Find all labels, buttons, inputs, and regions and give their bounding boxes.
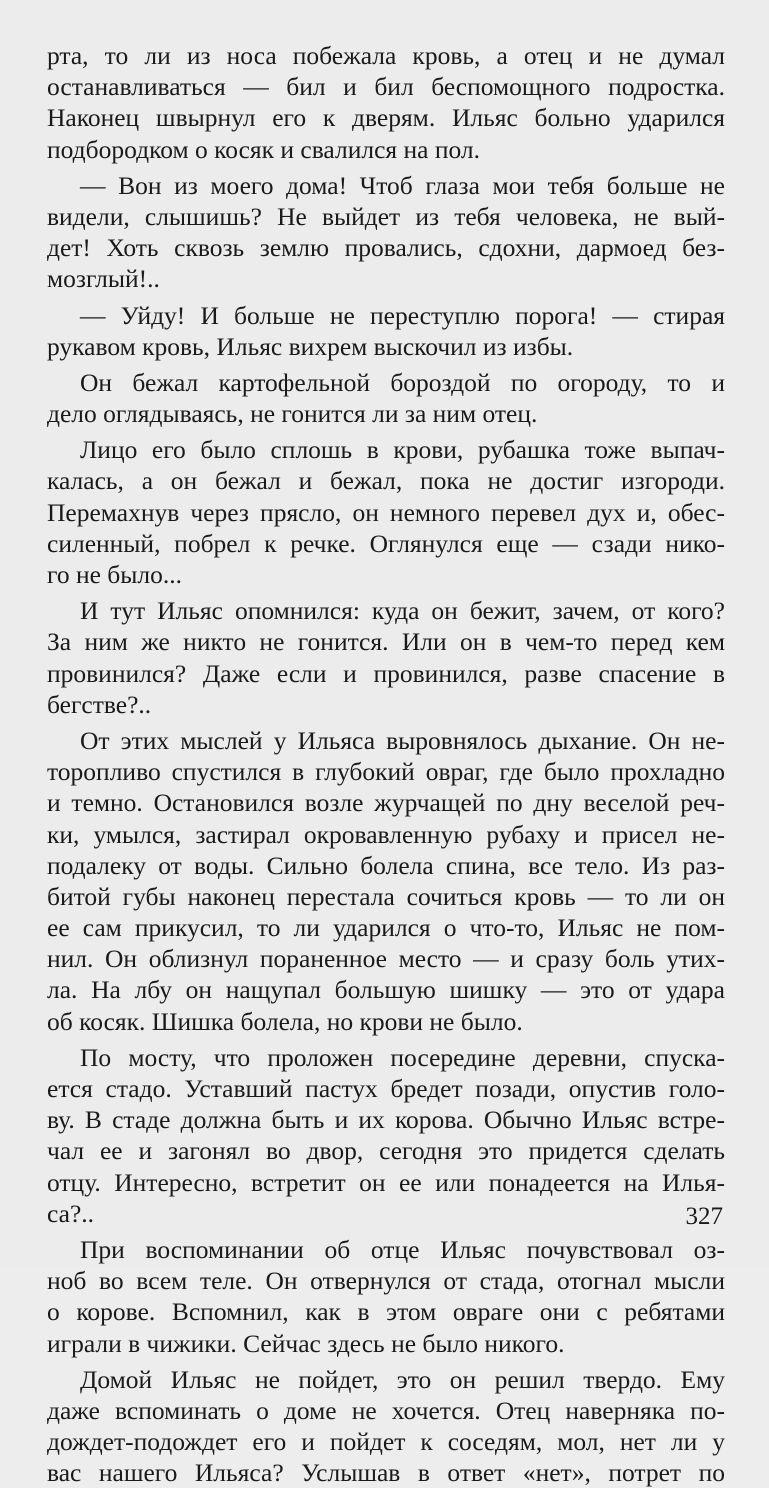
paragraph [47,170,725,295]
paragraph [47,1042,725,1229]
text-line: При воспоминании об отце Ильяс почувствовал оз- [80,1234,725,1264]
text-line: ноб во всем теле. Он отвернулся от стада, отогнал мысли [47,1266,725,1296]
text-line: останавливаться — бил и бил беспомощного подростка. [47,72,725,102]
text-line: За ним же никто не гонится. Или он в чем-то перед кем [47,627,725,657]
text-line: мозглый!.. [47,264,160,294]
text-line: битой губы наконец перестала сочиться кровь — то ли он [47,881,725,911]
text-line: отцу. Интересно, встретит он ее или понадеется на Илья- [47,1167,725,1197]
text-line: рукавом кровь, Ильяс вихрем выскочил из избы. [47,331,574,361]
text-line: играли в чижики. Сейчас здесь не было никого. [47,1328,565,1358]
text-line: и темно. Остановился возле журчащей по дну веселой реч- [47,788,725,818]
paragraph [47,725,725,1037]
paragraph [47,367,725,429]
text-line: калась, а он бежал и бежал, пока не достиг изгороди. [47,466,725,496]
text-line: вас нашего Ильяса? Услышав в ответ «нет», потрет по [47,1458,725,1488]
text-line: — Вон из моего дома! Чтоб глаза мои тебя больше не [80,170,725,200]
text-line: силенный, побрел к речке. Оглянулся еще — сзади нико- [47,528,725,558]
text-line: ется стадо. Уставший пастух бредет позади, опустив голо- [47,1074,725,1103]
page-number: 327 [685,1203,723,1230]
text-line: От этих мыслей у Ильяса выровнялось дыхание. Он не- [80,725,725,755]
text-line: ки, умылся, застирал окровавленную рубаху и присел не- [47,819,725,849]
paragraph [47,300,725,362]
text-line: Лицо его было сплошь в крови, рубашка тоже выпач- [80,435,725,465]
text-line: видели, слышишь? Не выйдет из тебя человека, не вый- [47,201,725,231]
body-text [47,40,725,1488]
text-line: рта, то ли из носа побежала кровь, а отец и не думал [47,41,725,70]
text-line: са?.. [47,1198,95,1228]
text-line: По мосту, что проложен посередине деревни, спуска- [80,1042,725,1072]
text-line: Он бежал картофельной бороздой по огороду, то и [80,367,725,397]
text-line: ее сам прикусил, то ли ударился о что-то, Ильяс не пом- [47,913,725,943]
paragraph [47,1364,725,1488]
text-line: чал ее и загонял во двор, сегодня это придется сделать [47,1136,725,1166]
text-line: об косяк. Шишка болела, но крови не было. [47,1006,523,1036]
text-line: дело оглядываясь, не гонится ли за ним отец. [47,399,538,429]
text-line: — Уйду! И больше не переступлю порога! — стирая [80,300,725,330]
text-line: дет! Хоть сквозь землю провались, сдохни, дармоед без- [47,233,725,263]
text-line: о корове. Вспомнил, как в этом овраге они с ребятами [47,1297,725,1327]
text-line: провинился? Даже если и провинился, разве спасение в [47,658,725,688]
paragraph [47,1234,725,1359]
text-line: ву. В стаде должна быть и их корова. Обычно Ильяс встре- [47,1105,725,1135]
paragraph [47,434,725,590]
text-line: И тут Ильяс опомнился: куда он бежит, зачем, от кого? [80,596,725,626]
text-line: бегстве?.. [47,689,152,719]
text-line: Наконец швырнул его к дверям. Ильяс больно ударился [47,103,725,133]
text-line: ла. На лбу он нащупал большую шишку — это от удара [47,975,725,1005]
text-line: дождет-подождет его и пойдет к соседям, мол, нет ли у [47,1427,725,1457]
text-line: даже вспоминать о доме не хочется. Отец наверняка по- [47,1395,725,1425]
text-line: Перемахнув через прясло, он немного перевел дух и, обес- [47,497,725,527]
text-line: Домой Ильяс не пойдет, это он решил твердо. Ему [80,1364,725,1394]
text-line: торопливо спустился в глубокий овраг, где было прохладно [47,757,725,787]
paragraph [47,595,725,720]
text-line: подбородком о косяк и свалился на пол. [47,134,480,164]
paragraph [47,40,725,165]
text-line: подалеку от воды. Сильно болела спина, все тело. Из раз- [47,850,725,880]
text-line: нил. Он облизнул пораненное место — и сразу боль утих- [47,944,725,974]
text-line: го не было... [47,560,182,589]
